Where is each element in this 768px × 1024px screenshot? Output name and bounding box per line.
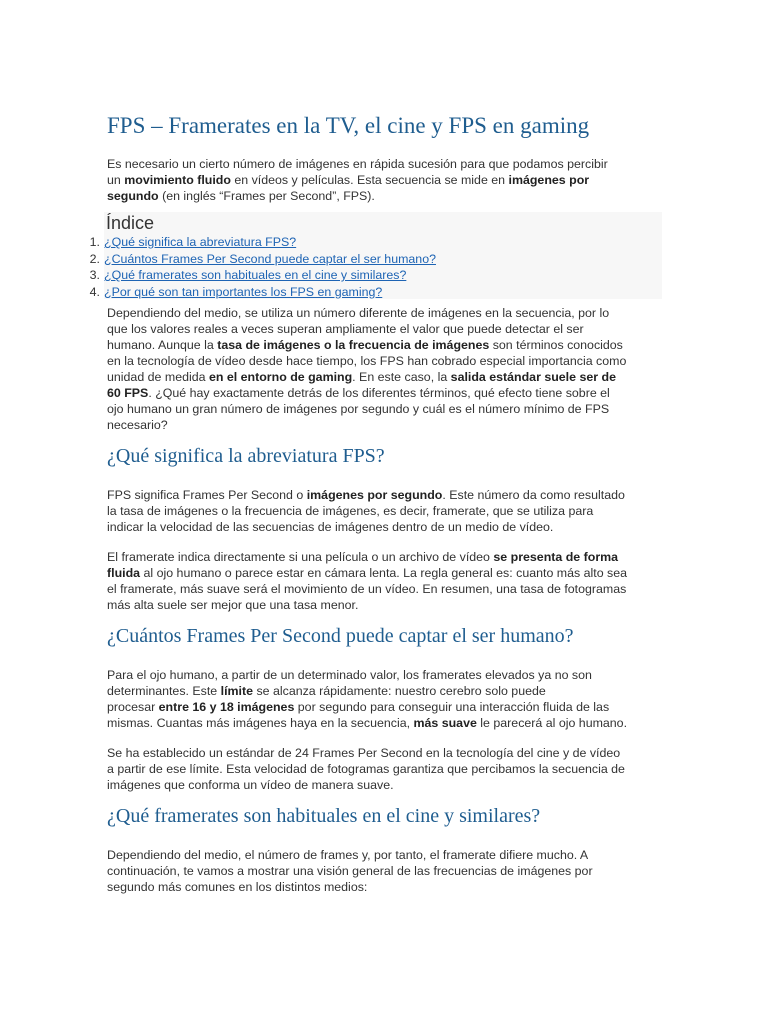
toc-link-fps-meaning[interactable]: ¿Qué significa la abreviatura FPS? <box>104 235 297 249</box>
bold-text: imágenes por <box>508 173 590 187</box>
table-of-contents <box>89 212 662 299</box>
text-line <box>107 581 627 597</box>
intro-paragraph <box>107 156 608 204</box>
text-run: . ¿Qué hay exactamente detrás de los diferentes términos, qué efecto tiene sobre el <box>148 386 610 400</box>
text-run: procesar <box>107 700 159 714</box>
text-line <box>107 172 608 188</box>
bold-text: tasa de imágenes o la frecuencia de imágenes <box>217 338 490 352</box>
text-run: indicar la velocidad de las secuencias de imágenes dentro de un medio de vídeo. <box>107 520 554 534</box>
text-line <box>107 667 627 683</box>
text-run: unidad de medida <box>107 370 209 384</box>
section1-paragraph-1 <box>107 487 625 535</box>
text-run: por segundo para conseguir una interacción fluida de las <box>294 700 610 714</box>
text-line <box>107 321 626 337</box>
text-run: al ojo humano o parece estar en cámara lenta. La regla general es: cuanto más alto sea <box>140 566 628 580</box>
text-run: a partir de ese límite. Esta velocidad de fotogramas garantiza que percibamos la secuencia de <box>107 762 625 776</box>
text-line <box>107 847 593 863</box>
text-run: ojo humano un gran número de imágenes por segundo y cuál es el número mínimo de FPS <box>107 402 610 416</box>
section2-paragraph-2 <box>107 745 625 793</box>
text-line <box>107 699 627 715</box>
toc-item-number: 4. <box>89 284 100 299</box>
text-run: que los valores reales a veces superan ampliamente el valor que puede detectar el ser <box>107 322 584 336</box>
bold-text: 60 FPS <box>107 386 149 400</box>
text-line <box>107 503 625 519</box>
text-run: un <box>107 173 125 187</box>
text-run: determinantes. Este <box>107 684 221 698</box>
text-run: se alcanza rápidamente: nuestro cerebro solo puede <box>253 684 546 698</box>
text-run: Para el ojo humano, a partir de un determinado valor, los framerates elevados ya no son <box>107 668 592 682</box>
bold-text: imágenes por segundo <box>306 488 443 502</box>
bold-text: fluida <box>107 566 141 580</box>
text-run: mismas. Cuantas más imágenes haya en la secuencia, <box>107 716 414 730</box>
section-heading-cinema-framerates: ¿Qué framerates son habituales en el cine y similares? <box>107 805 541 827</box>
text-line <box>107 777 625 793</box>
toc-item <box>89 267 436 284</box>
text-line <box>107 565 627 581</box>
text-run: Dependiendo del medio, el número de frames y, por tanto, el framerate difiere mucho. A <box>107 848 589 862</box>
text-run: le parecerá al ojo humano. <box>476 716 628 730</box>
text-run: el framerate, más suave será el movimiento de un vídeo. En resumen, una tasa de fotogramas <box>107 582 627 596</box>
toc-list <box>89 234 436 300</box>
bold-text: movimiento fluido <box>124 173 231 187</box>
text-run: en la tecnología de vídeo desde hace tiempo, los FPS han cobrado especial importancia como <box>107 354 627 368</box>
section1-paragraph-2 <box>107 549 627 613</box>
bold-text: se presenta de forma <box>493 550 619 564</box>
text-line <box>107 715 627 731</box>
text-run: necesario? <box>107 418 168 432</box>
text-line <box>107 353 626 369</box>
toc-item <box>89 251 436 268</box>
text-line <box>107 487 625 503</box>
bold-text: segundo <box>107 189 159 203</box>
section3-paragraph-1 <box>107 847 593 895</box>
bold-text: límite <box>220 684 254 698</box>
text-run: Se ha establecido un estándar de 24 Frames Per Second en la tecnología del cine y de vídeo <box>107 746 621 760</box>
article-title: FPS – Framerates en la TV, el cine y FPS en gaming <box>107 113 590 138</box>
section-heading-human-fps: ¿Cuántos Frames Per Second puede captar el ser humano? <box>107 625 574 647</box>
text-run: humano. Aunque la <box>107 338 218 352</box>
toc-item <box>89 284 436 301</box>
bold-text: en el entorno de gaming <box>208 370 353 384</box>
text-line <box>107 188 608 204</box>
text-run: FPS significa Frames Per Second o <box>107 488 307 502</box>
text-run: más alta suele ser mejor que una tasa menor. <box>107 598 359 612</box>
text-run: . En este caso, la <box>352 370 451 384</box>
text-line <box>107 337 626 353</box>
text-line <box>107 519 625 535</box>
toc-link-human-fps[interactable]: ¿Cuántos Frames Per Second puede captar el ser humano? <box>104 251 436 266</box>
text-line <box>107 761 625 777</box>
toc-link-cinema-framerates[interactable]: ¿Qué framerates son habituales en el cine y similares? <box>104 268 407 282</box>
text-run: en vídeos y películas. Esta secuencia se mide en <box>230 173 509 187</box>
toc-link-gaming-fps[interactable]: ¿Por qué son tan importantes los FPS en gaming? <box>104 284 383 299</box>
text-run: la tasa de imágenes o la frecuencia de imágenes, es decir, framerate, que se utiliza para <box>107 504 594 518</box>
text-line <box>107 417 626 433</box>
text-line <box>107 385 626 401</box>
text-run: Es necesario un cierto número de imágenes en rápida sucesión para que podamos percibir <box>107 157 608 171</box>
text-run: Dependiendo del medio, se utiliza un número diferente de imágenes en la secuencia, por lo <box>107 306 610 320</box>
text-line <box>107 745 625 761</box>
medium-paragraph <box>107 305 626 433</box>
toc-title: Índice <box>106 213 155 233</box>
text-run: El framerate indica directamente si una película o un archivo de vídeo <box>107 550 494 564</box>
text-line <box>107 863 593 879</box>
text-line <box>107 156 608 172</box>
text-line <box>107 401 626 417</box>
text-line <box>107 597 627 613</box>
text-line <box>107 683 627 699</box>
bold-text: más suave <box>413 716 477 730</box>
text-line <box>107 549 627 565</box>
text-run: son términos conocidos <box>489 338 623 352</box>
text-run: . Este número da como resultado <box>442 488 625 502</box>
toc-item-number: 1. <box>89 235 100 249</box>
text-run: continuación, te vamos a mostrar una visión general de las frecuencias de imágenes por <box>107 864 593 878</box>
text-run: imágenes que conforma un vídeo de manera suave. <box>107 778 394 792</box>
section-heading-fps-meaning: ¿Qué significa la abreviatura FPS? <box>107 445 385 467</box>
bold-text: salida estándar suele ser de <box>450 370 616 384</box>
section2-paragraph-1 <box>107 667 627 731</box>
toc-item-number: 3. <box>89 268 100 282</box>
text-run: (en inglés “Frames per Second”, FPS). <box>158 189 375 203</box>
text-line <box>107 879 593 895</box>
text-line <box>107 369 626 385</box>
bold-text: entre 16 y 18 imágenes <box>158 700 295 714</box>
toc-item-number: 2. <box>89 251 100 266</box>
toc-item <box>89 234 436 251</box>
text-run: segundo más comunes en los distintos medios: <box>107 880 368 894</box>
text-line <box>107 305 626 321</box>
